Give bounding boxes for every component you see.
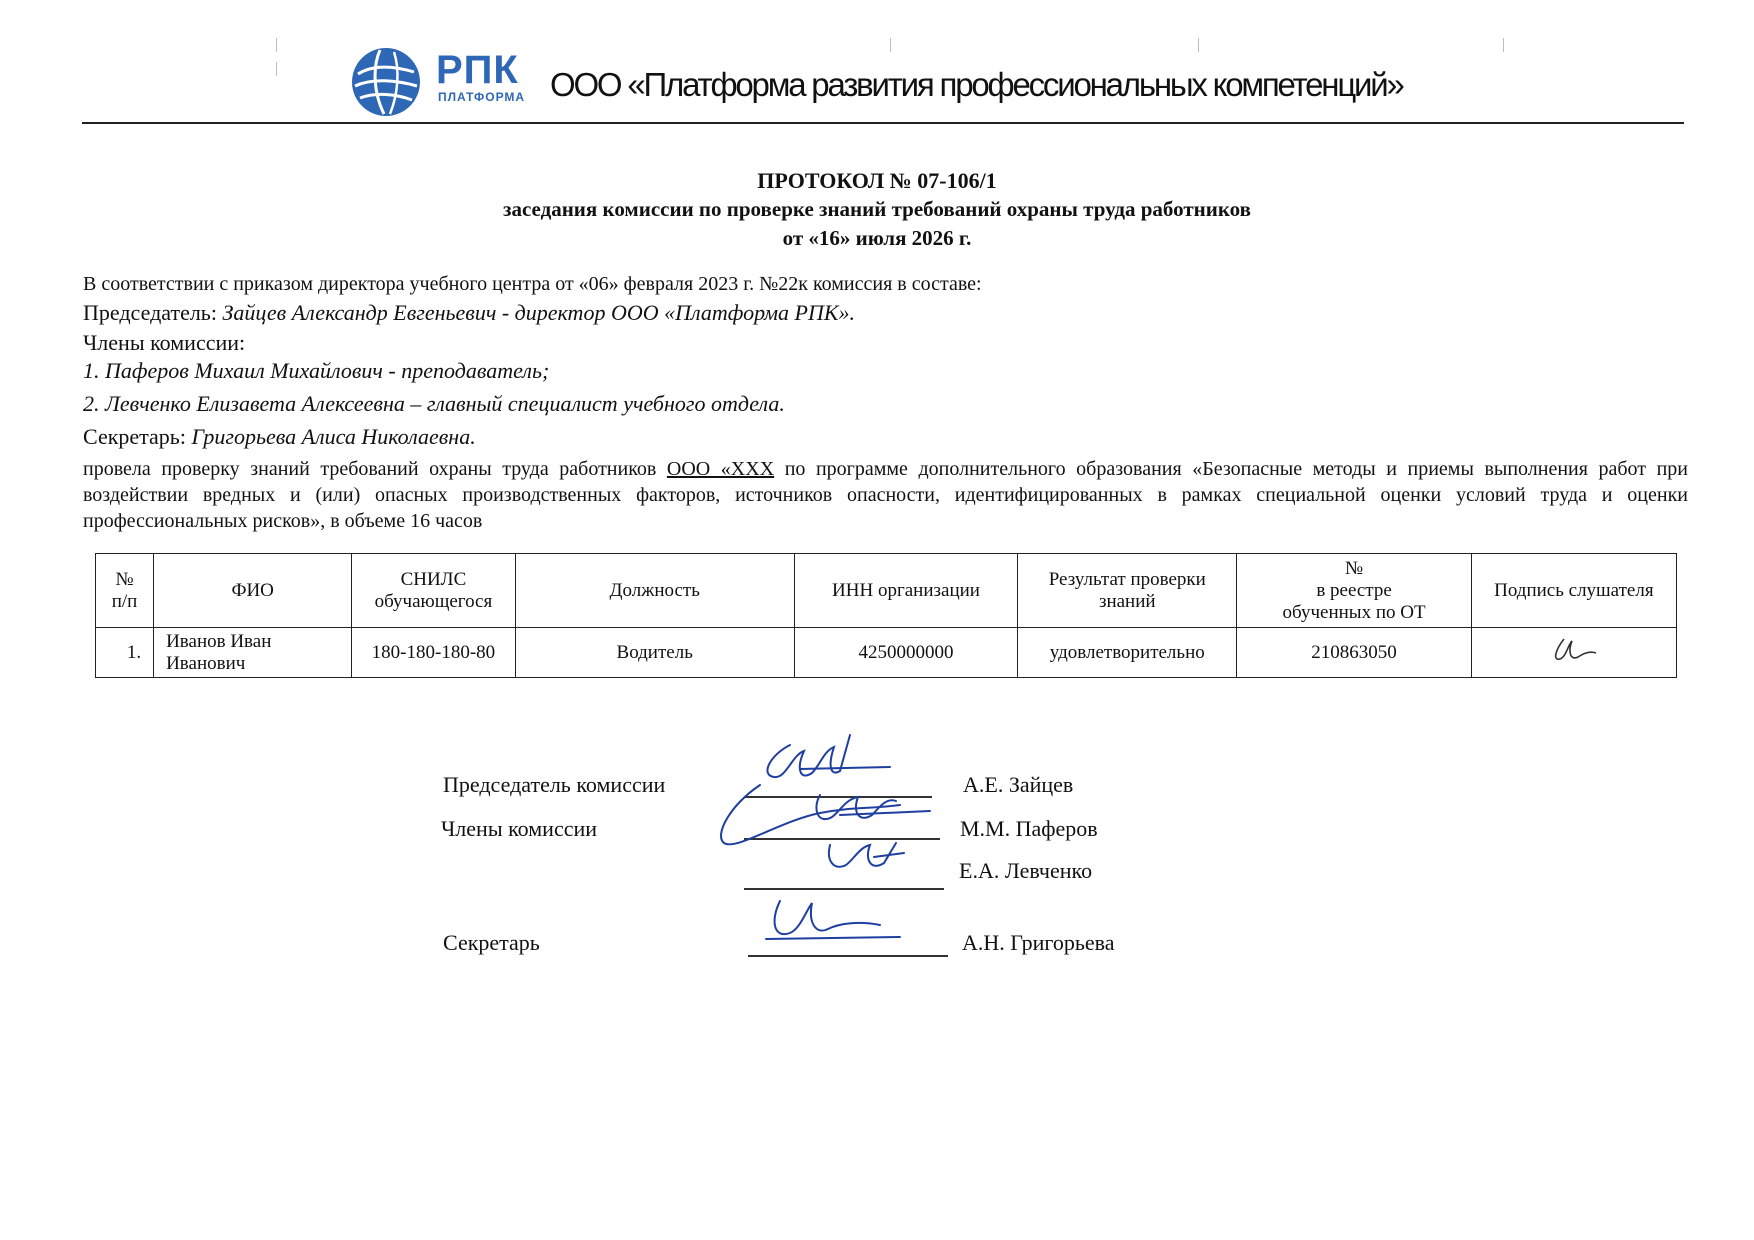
member1-name: М.М. Паферов bbox=[960, 816, 1098, 841]
header-divider bbox=[82, 122, 1684, 124]
chair-label: Председатель: bbox=[83, 300, 217, 325]
order-line: В соответствии с приказом директора учебного центра от «06» февраля 2023 г. №22к комиссия в составе: bbox=[83, 273, 982, 295]
members-signature-label: Члены комиссии bbox=[441, 816, 598, 841]
row-number: 1. bbox=[96, 628, 154, 678]
secretary-name: А.Н. Григорьева bbox=[962, 930, 1115, 955]
logo-wordmark: РПК bbox=[436, 48, 519, 92]
member-2: 2. Левченко Елизавета Алексеевна – главный специалист учебного отдела. bbox=[83, 391, 785, 416]
paragraph-text-start: провела проверку знаний требований охраны труда работников bbox=[83, 458, 667, 480]
member2-name: Е.А. Левченко bbox=[959, 858, 1093, 883]
col-result-header: Результат проверки знаний bbox=[1018, 554, 1237, 628]
secretary-signature-label: Секретарь bbox=[443, 930, 540, 955]
organization-name: ООО «ХХХ bbox=[666, 458, 775, 480]
col-registry-header: № в реестре обученных по ОТ bbox=[1237, 554, 1471, 628]
chair-name: А.Е. Зайцев bbox=[963, 772, 1074, 797]
row-snils: 180-180-180-80 bbox=[352, 628, 515, 678]
scan-mark bbox=[1503, 38, 1504, 52]
results-table bbox=[95, 553, 1677, 678]
logo-subtext: ПЛАТФОРМА bbox=[438, 90, 526, 104]
row-position: Водитель bbox=[515, 628, 794, 678]
col-number-header: № п/п bbox=[96, 554, 154, 628]
chair-line bbox=[83, 300, 855, 326]
col-snils-header: СНИЛС обучающегося bbox=[352, 554, 515, 628]
secretary-label: Секретарь: bbox=[83, 424, 186, 449]
members-label: Члены комиссии: bbox=[83, 330, 246, 355]
col-signature-header: Подпись слушателя bbox=[1471, 554, 1676, 628]
handwritten-signatures-icon bbox=[700, 725, 960, 965]
member-1: 1. Паферов Михаил Михайлович - преподаватель; bbox=[83, 358, 550, 383]
secretary-value: Григорьева Алиса Николаевна. bbox=[191, 424, 476, 449]
listener-signature-icon bbox=[1544, 633, 1604, 667]
col-fio-header: ФИО bbox=[154, 554, 352, 628]
row-result: удовлетворительно bbox=[1018, 628, 1237, 678]
table-header-row bbox=[96, 554, 1677, 628]
scan-mark bbox=[276, 38, 277, 52]
table-row bbox=[96, 628, 1677, 678]
scan-mark bbox=[1198, 38, 1199, 52]
row-signature bbox=[1471, 628, 1676, 678]
protocol-subtitle: заседания комиссии по проверке знаний требований охраны труда работников bbox=[503, 197, 1251, 221]
scan-mark bbox=[276, 62, 277, 76]
chair-signature-label: Председатель комиссии bbox=[443, 772, 666, 797]
row-fio: Иванов Иван Иванович bbox=[154, 628, 352, 678]
col-position-header: Должность bbox=[515, 554, 794, 628]
row-registry: 210863050 bbox=[1237, 628, 1471, 678]
scan-mark bbox=[890, 38, 891, 52]
rpk-globe-logo-icon bbox=[350, 46, 422, 118]
chair-value: Зайцев Александр Евгеньевич - директор ООО «Платформа РПК». bbox=[222, 300, 855, 325]
col-inn-header: ИНН организации bbox=[794, 554, 1017, 628]
secretary-line bbox=[83, 424, 476, 450]
paragraph-text-end: по программе дополнительного образования «Безопасные методы и приемы выполнения работ при воздействии вредных и (или) опасных производственных факторов, источников опасности, идентифицированных в рамках специальной оценки условий труда и оценки профессиональных рисков», в объеме 16 часов bbox=[83, 458, 1688, 532]
company-name: ООО «Платформа развития профессиональных компетенций» bbox=[550, 66, 1403, 103]
protocol-paragraph bbox=[83, 456, 1688, 534]
row-inn: 4250000000 bbox=[794, 628, 1017, 678]
protocol-title: ПРОТОКОЛ № 07-106/1 bbox=[757, 168, 997, 193]
protocol-date: от «16» июля 2026 г. bbox=[782, 226, 972, 250]
